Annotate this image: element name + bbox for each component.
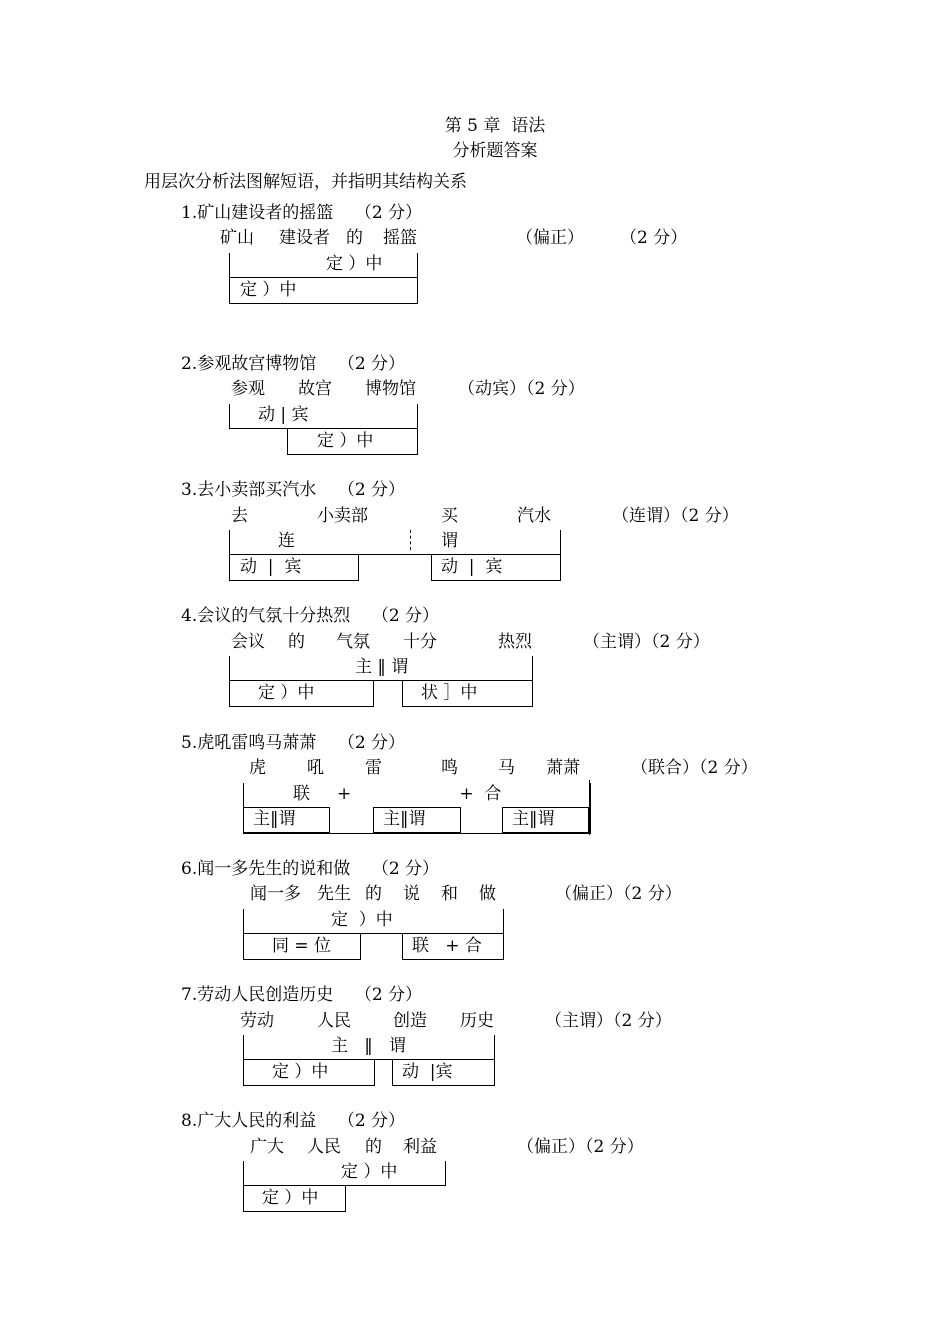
problem-3-level1-left: 连 [278, 531, 295, 551]
problem-7-answer: （主谓）（2 分） [545, 1011, 672, 1031]
problem-3-divider [410, 530, 411, 550]
problem-2-word: 博物馆 [365, 379, 416, 399]
problem-3-level2-left: 动 | 宾 [240, 557, 302, 577]
problem-5-level2-1: 主‖谓 [253, 809, 296, 829]
problem-8-word: 广大 [250, 1137, 284, 1157]
problem-5-word: 雷 [365, 758, 382, 778]
problem-5-title: 5.虎吼雷鸣马萧萧 （2 分） [181, 733, 406, 753]
problem-6-word: 做 [479, 884, 496, 904]
problem-2-level1-label: 动 | 宾 [258, 405, 309, 425]
problem-5-level2-3: 主‖谓 [512, 809, 555, 829]
problem-3-title: 3.去小卖部买汽水 （2 分） [181, 480, 406, 500]
problem-3-level2-right: 动 | 宾 [441, 557, 503, 577]
problem-2-word: 参观 [231, 379, 265, 399]
problem-1-word: 的 [346, 228, 363, 248]
problem-5-word: 虎 [249, 758, 266, 778]
problem-3-level1-right: 谓 [441, 531, 458, 551]
problem-5-answer: （联合）（2 分） [631, 758, 758, 778]
problem-1-answer: （偏正） [516, 228, 584, 248]
problem-7-word: 人民 [317, 1011, 351, 1031]
problem-3-word: 小卖部 [317, 506, 368, 526]
problem-5-word: 萧萧 [546, 758, 580, 778]
problem-5-right-double-line [589, 780, 590, 835]
problem-1-word: 摇篮 [383, 228, 417, 248]
problem-1-word: 建设者 [279, 228, 330, 248]
problem-8-word: 人民 [307, 1137, 341, 1157]
problem-4-level1-label: 主 ‖ 谓 [355, 657, 409, 677]
problem-1-score: （2 分） [620, 228, 688, 248]
page-subtitle: 分析题答案 [452, 141, 538, 161]
problem-5-word: 鸣 [441, 758, 458, 778]
problem-3-word: 买 [441, 506, 458, 526]
problem-4-word: 会议 [231, 632, 265, 652]
problem-5-level1-label: 联 + + 合 [293, 784, 502, 804]
problem-6-answer: （偏正）（2 分） [555, 884, 682, 904]
problem-2-word: 故宫 [298, 379, 332, 399]
problem-8-word: 的 [365, 1137, 382, 1157]
problem-4-level2-left: 定 ）中 [258, 683, 315, 703]
problem-4-word: 热烈 [498, 632, 532, 652]
problem-7-word: 创造 [393, 1011, 427, 1031]
problem-7-title: 7.劳动人民创造历史 （2 分） [181, 985, 423, 1005]
problem-7-word: 劳动 [240, 1011, 274, 1031]
problem-3-word: 去 [231, 506, 248, 526]
problem-5-word: 马 [498, 758, 515, 778]
problem-6-word: 闻一多 [250, 884, 301, 904]
problem-3-answer: （连谓）（2 分） [612, 506, 739, 526]
problem-4-word: 十分 [403, 632, 437, 652]
problem-4-title: 4.会议的气氛十分热烈 （2 分） [181, 606, 440, 626]
problem-7-level1-label: 主 ‖ 谓 [331, 1036, 406, 1056]
problem-4-level2-right: 状 ］中 [421, 683, 478, 703]
problem-6-level2-left: 同 = 位 [272, 936, 332, 956]
problem-1-word: 矿山 [220, 228, 254, 248]
problem-6-word: 先生 [317, 884, 351, 904]
problem-6-word: 的 [365, 884, 382, 904]
problem-1-level1-box [229, 253, 418, 278]
problem-8-title: 8.广大人民的利益 （2 分） [181, 1111, 406, 1131]
problem-7-level2-right: 动 |宾 [402, 1062, 453, 1082]
problem-8-level2-label: 定 ）中 [262, 1188, 319, 1208]
problem-4-word: 气氛 [336, 632, 370, 652]
problem-1-level2-label: 定 ）中 [240, 280, 297, 300]
problem-8-answer: （偏正）（2 分） [517, 1137, 644, 1157]
chapter-title: 第 5 章 语法 [444, 116, 546, 136]
problem-7-word: 历史 [460, 1011, 494, 1031]
problem-1-title: 1.矿山建设者的摇篮 （2 分） [181, 203, 423, 223]
problem-6-word: 和 [441, 884, 458, 904]
problem-8-level1-label: 定 ）中 [341, 1162, 398, 1182]
problem-2-title: 2.参观故宫博物馆 （2 分） [181, 354, 406, 374]
problem-1-level1-label: 定 ）中 [326, 254, 383, 274]
problem-3-word: 汽水 [517, 506, 551, 526]
problem-6-level2-right: 联 + 合 [412, 936, 482, 956]
problem-2-answer: （动宾）（2 分） [458, 379, 585, 399]
problem-6-title: 6.闻一多先生的说和做 （2 分） [181, 859, 440, 879]
problem-5-word: 吼 [307, 758, 324, 778]
problem-4-word: 的 [288, 632, 305, 652]
problem-7-level2-left: 定 ）中 [272, 1062, 329, 1082]
problem-6-level1-label: 定 ）中 [331, 910, 393, 930]
problem-2-level2-label: 定 ）中 [317, 431, 374, 451]
problem-8-word: 利益 [403, 1137, 437, 1157]
instruction: 用层次分析法图解短语，并指明其结构关系 [144, 172, 467, 192]
problem-4-answer: （主谓）（2 分） [583, 632, 710, 652]
problem-6-word: 说 [403, 884, 420, 904]
problem-5-level2-2: 主‖谓 [383, 809, 426, 829]
